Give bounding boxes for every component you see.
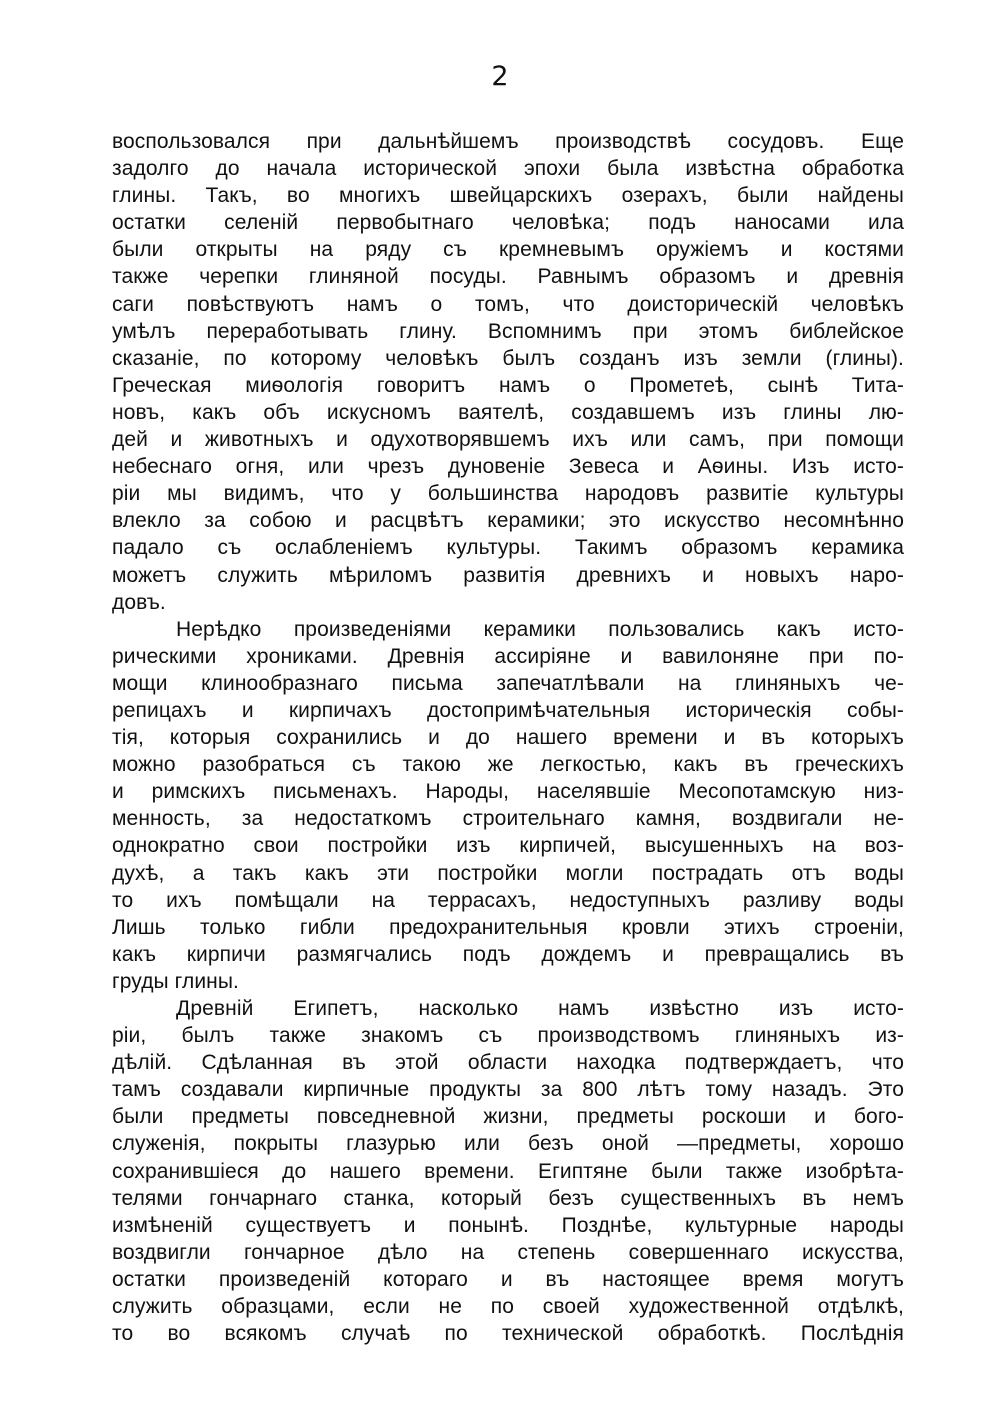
page-number: 2 bbox=[491, 61, 509, 92]
text-line: задолго до начала исторической эпохи была извѣстна обработка bbox=[112, 157, 904, 181]
text-line: воспользовался при дальнѣйшемъ производствѣ сосудовъ. Еще bbox=[112, 130, 904, 153]
text-line: были открыты на ряду съ кремневымъ оружіемъ и костями bbox=[112, 238, 904, 262]
text-line: влекло за собою и расцвѣтъ керамики; это искусство несомнѣнно bbox=[112, 509, 904, 533]
body-text bbox=[112, 128, 904, 1347]
text-line: дей и животныхъ и одухотворявшемъ ихъ или самъ, при помощи bbox=[112, 428, 904, 452]
text-line: ріи мы видимъ, что у большинства народовъ развитіе культуры bbox=[112, 482, 904, 506]
text-line: остатки селеній первобытнаго человѣка; подъ наносами ила bbox=[112, 211, 904, 235]
text-line: новъ, какъ объ искусномъ ваятелѣ, создавшемъ изъ глины лю- bbox=[112, 400, 904, 424]
text-line: можетъ служить мѣриломъ развитія древнихъ и новыхъ наро- bbox=[112, 563, 904, 587]
text-line: служить образцами, если не по своей художественной отдѣлкѣ, bbox=[112, 1295, 904, 1319]
text-line: какъ кирпичи размягчались подъ дождемъ и превращались въ bbox=[112, 942, 904, 966]
text-line: сказаніе, по которому человѣкъ былъ созданъ изъ земли (глины). bbox=[112, 346, 904, 370]
text-line: также черепки глиняной посуды. Равнымъ образомъ и древнія bbox=[112, 265, 904, 289]
text-line: и римскихъ письменахъ. Народы, населявшіе Месопотамскую низ- bbox=[112, 780, 904, 804]
text-line: глины. Такъ, во многихъ швейцарскихъ озерахъ, были найдены bbox=[112, 184, 904, 208]
text-line: менность, за недостаткомъ строительнаго камня, воздвигали не- bbox=[112, 807, 904, 831]
text-line: служенія, покрыты глазурью или безъ оной —предметы, хорошо bbox=[112, 1132, 904, 1156]
text-line: мощи клинообразнаго письма запечатлѣвали на глиняныхъ че- bbox=[112, 671, 904, 695]
text-line: были предметы повседневной жизни, предметы роскоши и бого- bbox=[112, 1105, 904, 1129]
text-line: Греческая миѳологія говоритъ намъ о Прометеѣ, сынѣ Тита- bbox=[112, 373, 904, 397]
text-line: падало съ ослабленіемъ культуры. Такимъ образомъ керамика bbox=[112, 536, 904, 560]
text-line: рическими хрониками. Древнія ассиріяне и вавилоняне при по- bbox=[112, 644, 904, 668]
text-line: Нерѣдко произведеніями керамики пользовались какъ исто- bbox=[176, 617, 904, 641]
text-line: умѣлъ переработывать глину. Вспомнимъ при этомъ библейское bbox=[112, 319, 904, 343]
text-line: груды глины. bbox=[112, 969, 239, 993]
text-line: репицахъ и кирпичахъ достопримѣчательныя историческія собы- bbox=[112, 698, 904, 722]
text-line: Древній Египетъ, насколько намъ извѣстно изъ исто- bbox=[176, 997, 904, 1020]
text-line: тамъ создавали кирпичные продукты за 800 лѣтъ тому назадъ. Это bbox=[112, 1078, 904, 1102]
text-line: остатки произведеній котораго и въ настоящее время могутъ bbox=[112, 1267, 904, 1291]
text-line: воздвигли гончарное дѣло на степень совершеннаго искусства, bbox=[112, 1240, 904, 1264]
text-line: духѣ, а такъ какъ эти постройки могли пострадать отъ воды bbox=[112, 861, 904, 885]
text-line: телями гончарнаго станка, который безъ существенныхъ въ немъ bbox=[112, 1186, 904, 1210]
text-line: то во всякомъ случаѣ по технической обработкѣ. Послѣднія bbox=[112, 1322, 904, 1346]
text-line: дѣлій. Сдѣланная въ этой области находка подтверждаетъ, что bbox=[112, 1051, 904, 1075]
paragraph-3 bbox=[112, 995, 904, 1347]
text-line: небеснаго огня, или чрезъ дуновеніе Зевеса и Аѳины. Изъ исто- bbox=[112, 455, 904, 479]
text-line: то ихъ помѣщали на террасахъ, недоступныхъ разливу воды bbox=[112, 888, 904, 912]
paragraph-1 bbox=[112, 128, 904, 616]
paragraph-2 bbox=[112, 616, 904, 995]
text-line: можно разобраться съ такою же легкостью, какъ въ греческихъ bbox=[112, 753, 904, 777]
text-line: ріи, былъ также знакомъ съ производствомъ глиняныхъ из- bbox=[112, 1024, 904, 1048]
text-line: тія, которыя сохранились и до нашего времени и въ которыхъ bbox=[112, 726, 904, 750]
text-line: довъ. bbox=[112, 590, 166, 614]
text-line: Лишь только гибли предохранительныя кровли этихъ строеніи, bbox=[112, 915, 904, 939]
text-line: однократно свои постройки изъ кирпичей, высушенныхъ на воз- bbox=[112, 834, 904, 858]
text-line: измѣненій существуетъ и понынѣ. Позднѣе, культурные народы bbox=[112, 1213, 904, 1237]
text-line: саги повѣствуютъ намъ о томъ, что доисторическій человѣкъ bbox=[112, 292, 904, 316]
text-line: сохранившіеся до нашего времени. Египтяне были также изобрѣта- bbox=[112, 1159, 904, 1183]
